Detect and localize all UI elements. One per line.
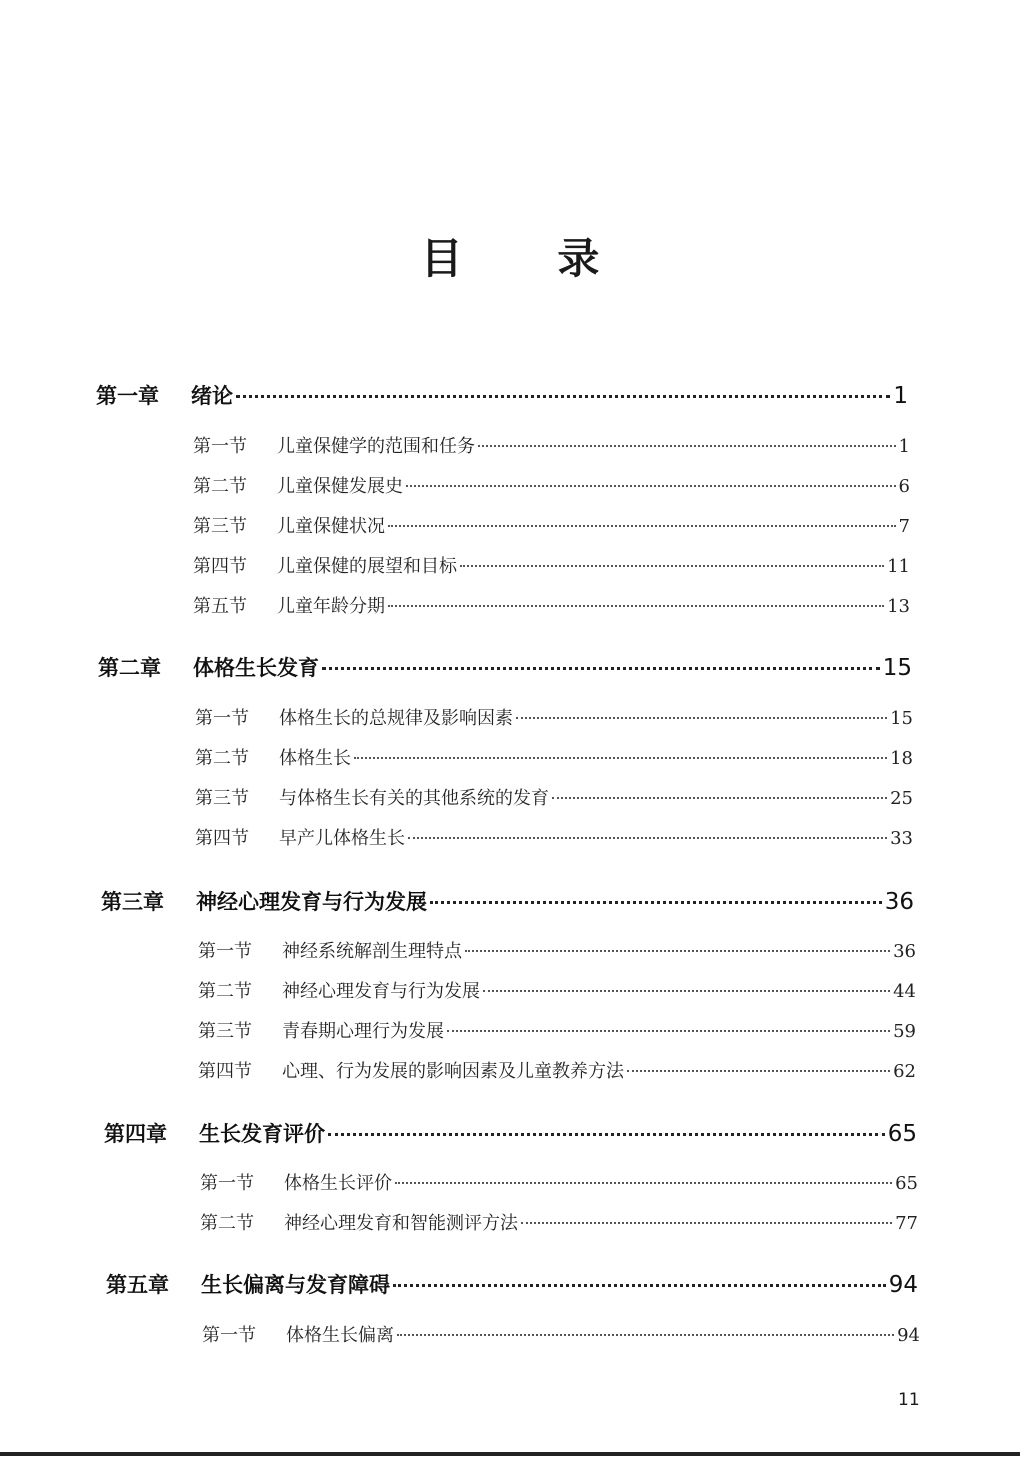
section-title: 体格生长 bbox=[279, 748, 351, 769]
leader-dots bbox=[393, 1283, 886, 1287]
section-page: 15 bbox=[890, 708, 913, 729]
section-entry[interactable] bbox=[198, 1017, 916, 1043]
section-number: 第四节 bbox=[195, 828, 249, 849]
leader-dots bbox=[354, 756, 887, 759]
section-page: 59 bbox=[893, 1021, 916, 1042]
chapter-page: 15 bbox=[882, 655, 912, 681]
leader-dots bbox=[397, 1333, 894, 1336]
leader-dots bbox=[406, 484, 896, 487]
section-number: 第二节 bbox=[193, 476, 247, 497]
section-page: 33 bbox=[890, 828, 913, 849]
section-title: 儿童保健状况 bbox=[277, 516, 385, 537]
section-page: 36 bbox=[893, 941, 916, 962]
section-title: 儿童保健发展史 bbox=[277, 476, 403, 497]
section-entry[interactable] bbox=[195, 784, 913, 810]
section-page: 11 bbox=[887, 556, 910, 577]
leader-dots bbox=[388, 604, 884, 607]
section-number: 第三节 bbox=[193, 516, 247, 537]
leader-dots bbox=[328, 1132, 885, 1136]
leader-dots bbox=[236, 394, 890, 398]
section-title: 早产儿体格生长 bbox=[279, 828, 405, 849]
chapter-page: 1 bbox=[893, 383, 908, 409]
chapter-entry[interactable] bbox=[104, 1118, 917, 1148]
section-entry[interactable] bbox=[198, 1057, 916, 1083]
section-entry[interactable] bbox=[200, 1209, 918, 1235]
section-entry[interactable] bbox=[193, 552, 910, 578]
section-number: 第四节 bbox=[193, 556, 247, 577]
chapter-entry[interactable] bbox=[98, 652, 912, 682]
section-title: 体格生长的总规律及影响因素 bbox=[279, 708, 513, 729]
chapter-page: 36 bbox=[884, 889, 914, 915]
section-number: 第二节 bbox=[198, 981, 252, 1002]
chapter-number: 第三章 bbox=[101, 890, 164, 914]
section-title: 心理、行为发展的影响因素及儿童教养方法 bbox=[282, 1061, 624, 1082]
chapter-title: 生长偏离与发育障碍 bbox=[201, 1273, 390, 1297]
section-title: 神经系统解剖生理特点 bbox=[282, 941, 462, 962]
leader-dots bbox=[430, 900, 882, 904]
bottom-border bbox=[0, 1452, 1020, 1456]
chapter-page: 94 bbox=[888, 1272, 918, 1298]
section-page: 94 bbox=[897, 1325, 920, 1346]
leader-dots bbox=[552, 796, 887, 799]
leader-dots bbox=[322, 666, 880, 670]
section-title: 与体格生长有关的其他系统的发育 bbox=[279, 788, 549, 809]
section-number: 第二节 bbox=[195, 748, 249, 769]
section-number: 第三节 bbox=[195, 788, 249, 809]
title-char-1: 目 bbox=[420, 234, 463, 283]
section-number: 第一节 bbox=[193, 436, 247, 457]
section-title: 青春期心理行为发展 bbox=[282, 1021, 444, 1042]
leader-dots bbox=[516, 716, 887, 719]
leader-dots bbox=[447, 1029, 890, 1032]
leader-dots bbox=[388, 524, 896, 527]
chapter-entry[interactable] bbox=[106, 1269, 918, 1299]
section-page: 65 bbox=[895, 1173, 918, 1194]
leader-dots bbox=[483, 989, 890, 992]
chapter-entry[interactable] bbox=[101, 886, 914, 916]
section-page: 1 bbox=[898, 436, 910, 457]
section-entry[interactable] bbox=[195, 824, 913, 850]
section-page: 77 bbox=[895, 1213, 918, 1234]
section-title: 儿童保健的展望和目标 bbox=[277, 556, 457, 577]
section-number: 第一节 bbox=[198, 941, 252, 962]
section-page: 25 bbox=[890, 788, 913, 809]
chapter-title: 体格生长发育 bbox=[193, 656, 319, 680]
page-number: 11 bbox=[898, 1390, 920, 1410]
section-title: 神经心理发育与行为发展 bbox=[282, 981, 480, 1002]
section-entry[interactable] bbox=[202, 1321, 920, 1347]
section-entry[interactable] bbox=[200, 1169, 918, 1195]
chapter-number: 第五章 bbox=[106, 1273, 169, 1297]
chapter-entry[interactable] bbox=[96, 380, 908, 410]
section-entry[interactable] bbox=[195, 704, 913, 730]
chapter-number: 第二章 bbox=[98, 656, 161, 680]
page-title bbox=[0, 226, 1020, 286]
chapter-page: 65 bbox=[887, 1121, 917, 1147]
chapter-number: 第四章 bbox=[104, 1122, 167, 1146]
section-page: 7 bbox=[898, 516, 910, 537]
section-page: 44 bbox=[893, 981, 916, 1002]
chapter-title: 绪论 bbox=[191, 384, 233, 408]
section-number: 第四节 bbox=[198, 1061, 252, 1082]
chapter-title: 神经心理发育与行为发展 bbox=[196, 890, 427, 914]
section-title: 体格生长偏离 bbox=[286, 1325, 394, 1346]
section-entry[interactable] bbox=[195, 744, 913, 770]
leader-dots bbox=[465, 949, 890, 952]
section-page: 13 bbox=[887, 596, 910, 617]
leader-dots bbox=[627, 1069, 890, 1072]
section-number: 第三节 bbox=[198, 1021, 252, 1042]
leader-dots bbox=[478, 444, 896, 447]
section-number: 第一节 bbox=[202, 1325, 256, 1346]
section-page: 6 bbox=[898, 476, 910, 497]
leader-dots bbox=[395, 1181, 892, 1184]
section-number: 第一节 bbox=[195, 708, 249, 729]
section-entry[interactable] bbox=[198, 977, 916, 1003]
chapter-title: 生长发育评价 bbox=[199, 1122, 325, 1146]
section-title: 神经心理发育和智能测评方法 bbox=[284, 1213, 518, 1234]
title-char-2: 录 bbox=[557, 234, 600, 283]
section-page: 18 bbox=[890, 748, 913, 769]
section-entry[interactable] bbox=[193, 432, 910, 458]
section-entry[interactable] bbox=[193, 592, 910, 618]
section-number: 第一节 bbox=[200, 1173, 254, 1194]
leader-dots bbox=[460, 564, 884, 567]
section-number: 第二节 bbox=[200, 1213, 254, 1234]
leader-dots bbox=[408, 836, 887, 839]
section-page: 62 bbox=[893, 1061, 916, 1082]
section-entry[interactable] bbox=[193, 512, 910, 538]
section-entry[interactable] bbox=[198, 937, 916, 963]
leader-dots bbox=[521, 1221, 892, 1224]
section-title: 儿童年龄分期 bbox=[277, 596, 385, 617]
section-number: 第五节 bbox=[193, 596, 247, 617]
section-title: 儿童保健学的范围和任务 bbox=[277, 436, 475, 457]
section-title: 体格生长评价 bbox=[284, 1173, 392, 1194]
section-entry[interactable] bbox=[193, 472, 910, 498]
chapter-number: 第一章 bbox=[96, 384, 159, 408]
